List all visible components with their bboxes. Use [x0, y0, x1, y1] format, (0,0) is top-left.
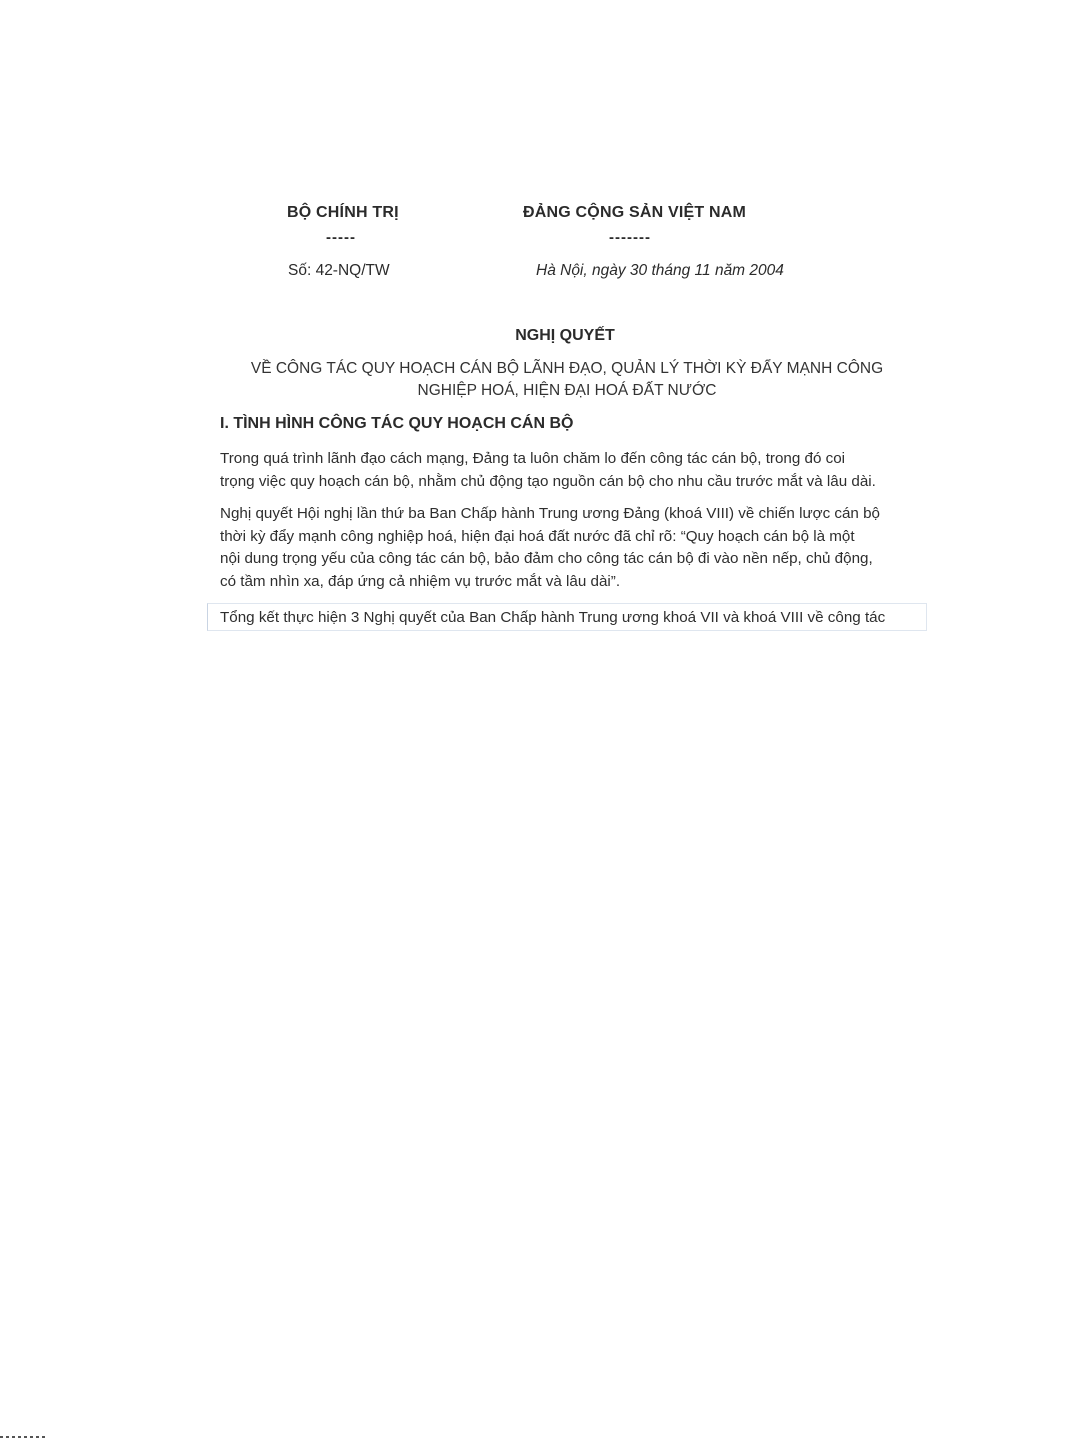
paragraph-line: nội dung trọng yếu của công tác cán bộ, bảo đảm cho công tác cán bộ đi vào nền nếp, chủ động,: [220, 550, 873, 567]
subtitle-line-2: NGHIỆP HOÁ, HIỆN ĐẠI HOÁ ĐẤT NƯỚC: [417, 382, 717, 399]
document-subtitle: [217, 358, 917, 402]
section-heading: I. TÌNH HÌNH CÔNG TÁC QUY HOẠCH CÁN BỘ: [220, 415, 574, 432]
paragraph-line: Nghị quyết Hội nghị lần thứ ba Ban Chấp hành Trung ương Đảng (khoá VIII) về chiến lược cán bộ: [220, 505, 880, 522]
subtitle-line-1: VỀ CÔNG TÁC QUY HOẠCH CÁN BỘ LÃNH ĐẠO, QUẢN LÝ THỜI KỲ ĐẨY MẠNH CÔNG: [250, 360, 884, 377]
page-corner-mark: [0, 1436, 48, 1438]
document-date: Hà Nội, ngày 30 tháng 11 năm 2004: [536, 262, 784, 279]
paragraph-line: Trong quá trình lãnh đạo cách mạng, Đảng ta luôn chăm lo đến công tác cán bộ, trong đó coi: [220, 450, 846, 467]
party-name-divider: -------: [609, 229, 651, 246]
paragraph-line: có tầm nhìn xa, đáp ứng cả nhiệm vụ trước mắt và lâu dài”.: [220, 572, 621, 590]
paragraph-2: [220, 503, 920, 593]
paragraph-line: trọng việc quy hoạch cán bộ, nhằm chủ động tạo nguồn cán bộ cho nhu cầu trước mắt và lâu dài.: [220, 472, 876, 490]
paragraph-3-first-line: Tổng kết thực hiện 3 Nghị quyết của Ban Chấp hành Trung ương khoá VII và khoá VIII về công tác: [220, 609, 886, 626]
paragraph-1: [220, 448, 920, 493]
party-name: ĐẢNG CỘNG SẢN VIỆT NAM: [523, 204, 747, 221]
issuing-org: BỘ CHÍNH TRỊ: [287, 204, 399, 221]
paragraph-line: thời kỳ đẩy mạnh công nghiệp hoá, hiện đại hoá đất nước đã chỉ rõ: “Quy hoạch cán bộ là một: [220, 527, 855, 545]
issuing-org-divider: -----: [326, 229, 356, 246]
document-title: NGHỊ QUYẾT: [515, 327, 615, 344]
document-number: Số: 42-NQ/TW: [288, 262, 390, 279]
